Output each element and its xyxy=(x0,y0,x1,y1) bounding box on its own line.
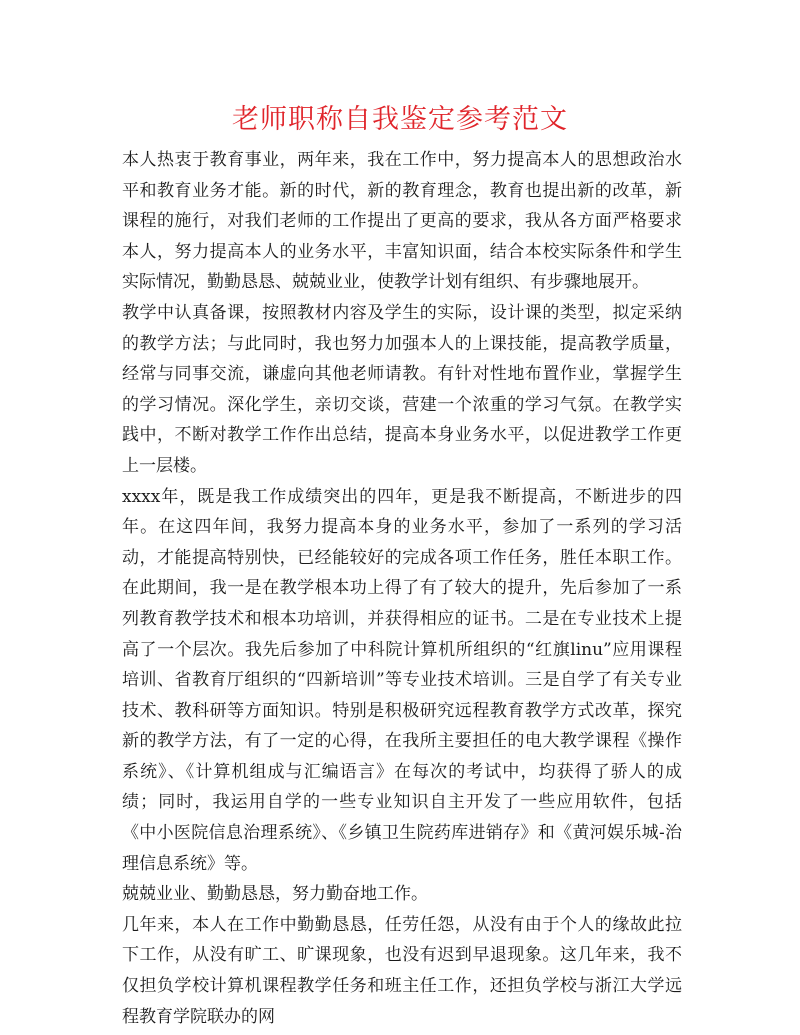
paragraph-four-years: xxxx年，既是我工作成绩突出的四年，更是我不断提高，不断进步的四年。在这四年间，我努力提高本身的业务水平，参加了一系列的学习活动，才能提高特别快，已经能较好的完成各项工作任务，胜任本职工作。在此期间，我一是在教学根本功上得了有了较大的提升，先后参加了一系列教育教学技术和根本功培训，并获得相应的证书。二是在专业技术上提高了一个层次。我先后参加了中科院计算机所组织的“红旗linu”应用课程培训、省教育厅组织的“四新培训”等专业技术培训。三是自学了有关专业技术、教科研等方面知识。特别是积极研究远程教育教学方式改革，探究新的教学方法，有了一定的心得，在我所主要担任的电大教学课程《操作系统》、《计算机组成与汇编语言》在每次的考试中，均获得了骄人的成绩；同时，我运用自学的一些专业知识自主开发了一些应用软件，包括《中小医院信息治理系统》、《乡镇卫生院药库进销存》和《黄河娱乐城-治理信息系统》等。 xyxy=(122,486,682,874)
paragraph-work-record: 几年来，本人在工作中勤勤恳恳，任劳任怨，从没有由于个人的缘故此拉下工作，从没有旷工、旷课现象，也没有迟到早退现象。这几年来，我不仅担负学校计算机课程教学任务和班主任工作，还担负学校与浙江大学远程教育学院联办的网 xyxy=(122,914,682,1027)
paragraph-intro: 本人热衷于教育事业，两年来，我在工作中，努力提高本人的思想政治水平和教育业务才能。新的时代，新的教育理念，教育也提出新的改革，新课程的施行，对我们老师的工作提出了更高的要求，我从各方面严格要求本人，努力提高本人的业务水平，丰富知识面，结合本校实际条件和学生实际情况，勤勤恳恳、兢兢业业，使教学计划有组织、有步骤地展开。 xyxy=(122,150,682,293)
document-body xyxy=(122,145,682,1032)
document-title: 老师职称自我鉴定参考范文 xyxy=(232,104,568,135)
paragraph-diligence-heading: 兢兢业业、勤勤恳恳，努力勤奋地工作。 xyxy=(122,884,428,905)
paragraph-teaching: 教学中认真备课，按照教材内容及学生的实际，设计课的类型，拟定采纳的教学方法；与此同时，我也努力加强本人的上课技能，提高教学质量，经常与同事交流，谦虚向其他老师请教。有针对性地布置作业，掌握学生的学习情况。深化学生，亲切交谈，营建一个浓重的学习气氛。在教学实践中，不断对教学工作作出总结，提高本身业务水平，以促进教学工作更上一层楼。 xyxy=(122,302,682,476)
